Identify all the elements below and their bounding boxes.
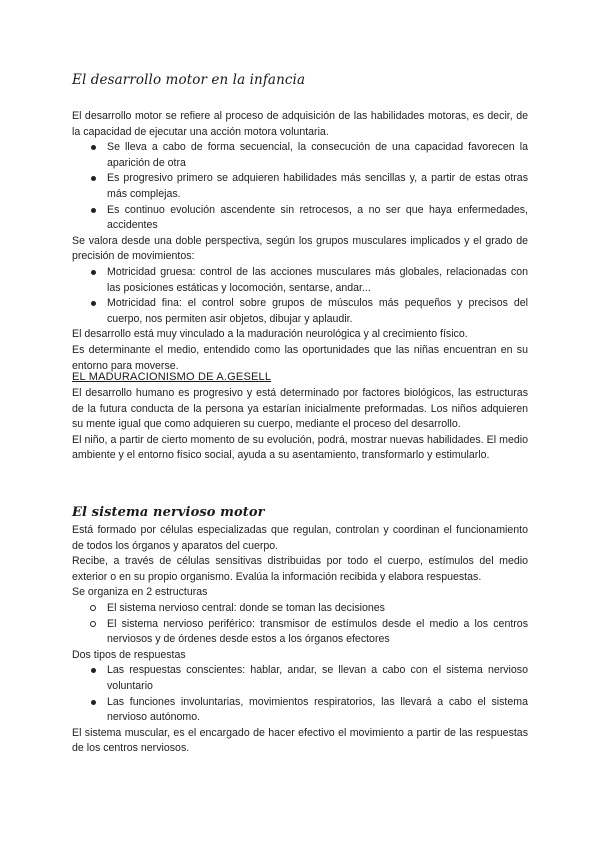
list-item: Las respuestas conscientes: hablar, andar, se llevan a cabo con el sistema nervioso voluntario — [72, 663, 528, 694]
closing-paragraph: El sistema muscular, es el encargado de hacer efectivo el movimiento a partir de las respuestas de los centros nerviosos. — [72, 726, 528, 755]
closing-paragraph: Es determinante el medio, entendido como las oportunidades que las niñas encuentran en su entorno para moverse. — [72, 343, 528, 372]
motricity-list — [72, 265, 528, 327]
section-title-desarrollo-motor: El desarrollo motor en la infancia — [72, 72, 306, 88]
list-item: Es continuo evolución ascendente sin retrocesos, a no ser que haya enfermedades, accidentes — [72, 203, 528, 234]
list-item: Motricidad fina: el control sobre grupos de músculos más pequeños y precisos del cuerpo, nos permiten asir objetos, dibujar y aplaudir. — [72, 296, 528, 327]
section-title-sistema-nervioso: El sistema nervioso motor — [72, 505, 265, 520]
section-maduracionismo — [72, 386, 528, 464]
body-paragraph: El niño, a partir de cierto momento de su evolución, podrá, mostrar nuevas habilidades. El medio ambiente y el entorno físico social, ayuda a su asentamiento, transformarlo y estimularlo. — [72, 433, 528, 462]
section-sistema-nervioso — [72, 523, 528, 757]
list-item: El sistema nervioso central: donde se toman las decisiones — [72, 601, 528, 617]
list-item: Motricidad gruesa: control de las acciones musculares más globales, relacionadas con las posiciones estáticas y locomoción, sentarse, andar... — [72, 265, 528, 296]
body-paragraph: Está formado por células especializadas que regulan, controlan y coordinan el funcionamiento de todos los órganos y aparatos del cuerpo. — [72, 524, 528, 552]
characteristics-list — [72, 140, 528, 234]
list-item: Las funciones involuntarias, movimientos respiratorios, las llevará a cabo el sistema nervioso autónomo. — [72, 695, 528, 726]
responses-intro: Dos tipos de respuestas — [72, 648, 186, 661]
list-item: Es progresivo primero se adquieren habilidades más sencillas y, a partir de estas otras más complejas. — [72, 171, 528, 202]
section-desarrollo-motor — [72, 109, 528, 374]
responses-list — [72, 663, 528, 725]
section-title-maduracionismo: EL MADURACIONISMO DE A.GESELL — [72, 371, 272, 383]
closing-paragraph: El desarrollo está muy vinculado a la maduración neurológica y al crecimiento físico. — [72, 328, 468, 341]
body-paragraph: Recibe, a través de células sensitivas distribuidas por todo el cuerpo, estímulos del medio exterior o en su propio organismo. Evalúa la información recibida y elabora respuestas. — [72, 555, 528, 583]
perspective-paragraph: Se valora desde una doble perspectiva, según los grupos musculares implicados y el grado de precisión de movimientos: — [72, 234, 528, 263]
intro-paragraph: El desarrollo motor se refiere al proceso de adquisición de las habilidades motoras, es decir, de la capacidad de ejecutar una acción motora voluntaria. — [72, 110, 528, 138]
body-paragraph: El desarrollo humano es progresivo y está determinado por factores biológicos, las estructuras de la futura conducta de la persona ya estarían inicialmente preformadas. Los niños adquieren su mente igual que como adquieren su cuerpo, mediante el proceso del desarrollo. — [72, 387, 528, 431]
list-item: Se lleva a cabo de forma secuencial, la consecución de una capacidad favorecen la aparición de otra — [72, 140, 528, 171]
list-item: El sistema nervioso periférico: transmisor de estímulos desde el medio a los centros nerviosos y de órdenes desde estos a los órganos efectores — [72, 617, 528, 648]
structures-list — [72, 601, 528, 648]
structures-intro: Se organiza en 2 estructuras — [72, 586, 208, 599]
